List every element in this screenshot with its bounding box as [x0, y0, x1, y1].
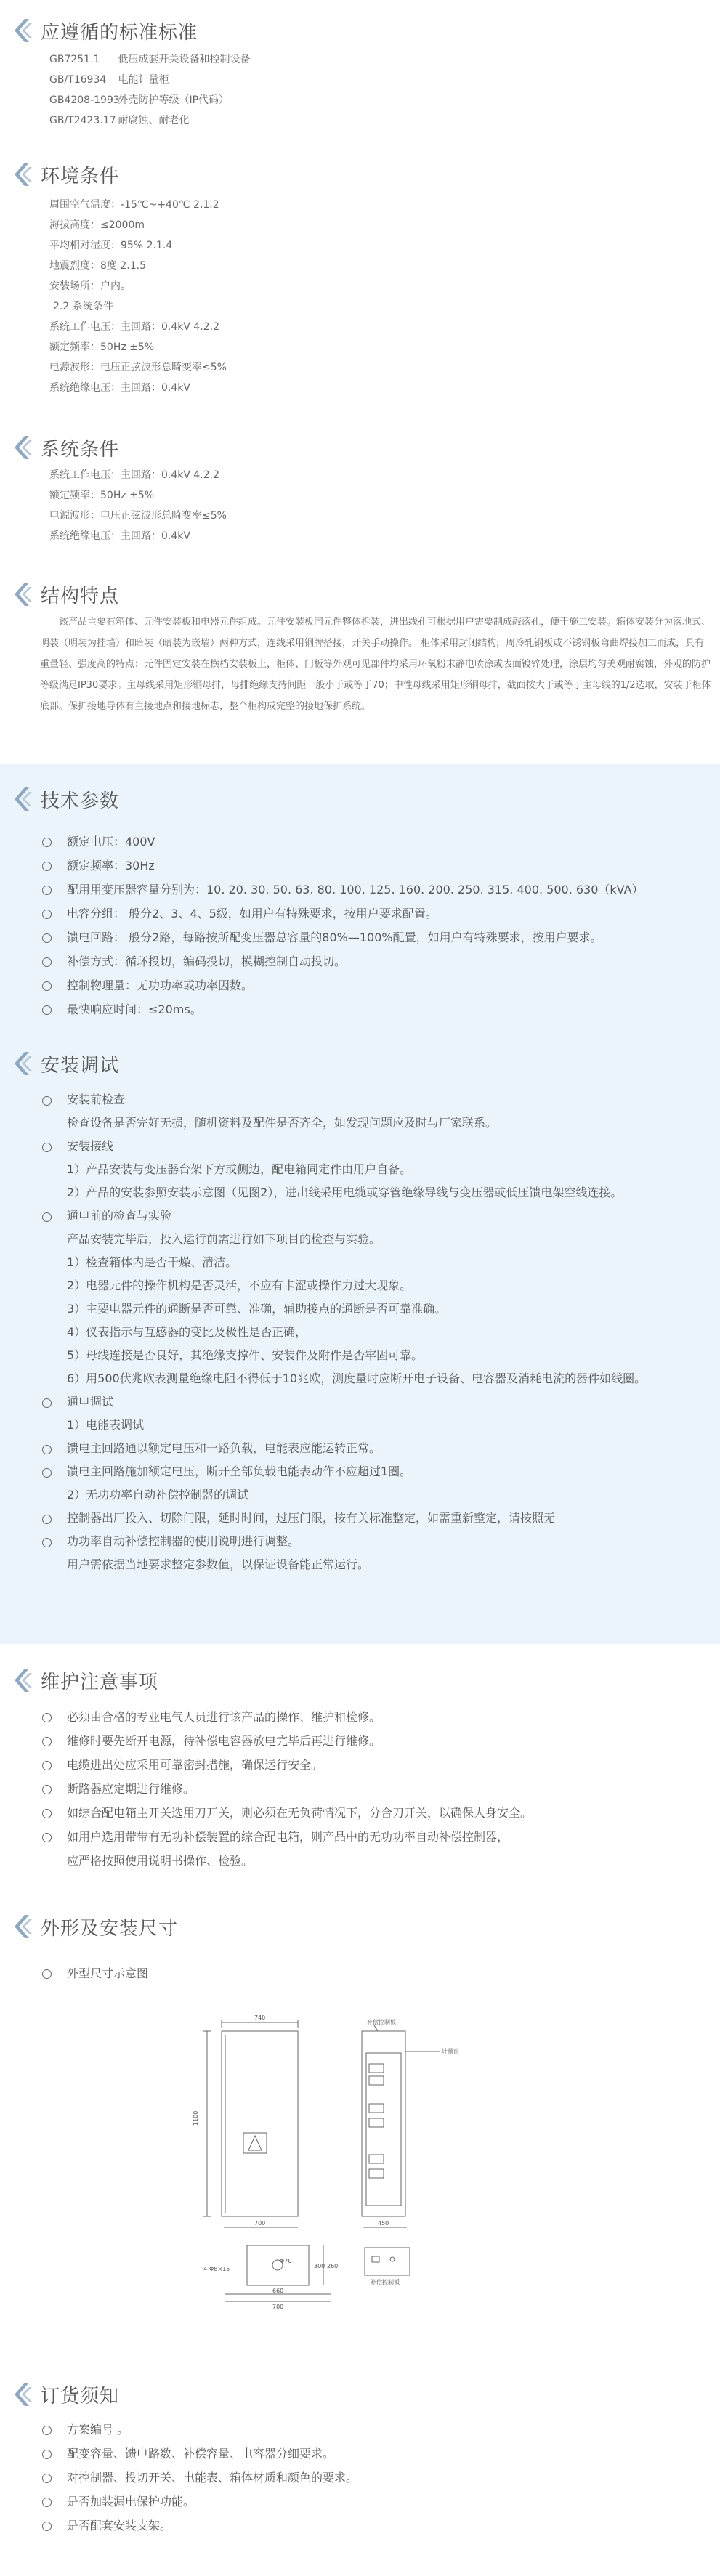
list-item: 维修时要先断开电源，待补偿电容器放电完毕后再进行维修。	[42, 1729, 532, 1753]
tech-item: 馈电回路： 般分2路，每路按所配变压器总容量的80%—100%配置，如用户有特殊要求，按用户要求。	[42, 926, 644, 949]
section-title: 维护注意事项	[41, 1671, 159, 1693]
standard-item: GB/T16934 电能计量柜	[49, 74, 169, 86]
order-item: 是否加装漏电保护功能。	[42, 2490, 357, 2514]
list-item: 用户需依据当地要求整定参数值，以保证设备能正常运行。	[67, 1558, 370, 1571]
section-title: 订货须知	[41, 2385, 120, 2407]
sys-line: 系统工作电压：主回路：0.4kV 4.2.2	[49, 469, 220, 481]
env-line: 海拔高度：≤2000m	[49, 219, 145, 231]
standard-item: GB/T2423.17 耐腐蚀、耐老化	[49, 115, 190, 126]
list-item: 安装前检查	[42, 1088, 646, 1111]
list-item: 2）无功功率自动补偿控制器的调试	[67, 1488, 249, 1502]
dim-label: 700	[254, 2220, 266, 2227]
list-item: 如综合配电箱主开关选用刀开关，则必须在无负荷情况下，分合刀开关，以确保人身安全。	[42, 1801, 532, 1825]
list-item: 3）主要电器元件的通断是否可靠、准确，辅助接点的通断是否可靠准确。	[67, 1302, 447, 1316]
list-item: 通电前的检查与实验	[42, 1204, 646, 1228]
tech-item: 额定电压：400V	[42, 830, 644, 854]
tech-header	[15, 785, 119, 814]
tech-item: 补偿方式：循环投切，编码投切，模糊控制自动投切。	[42, 949, 644, 973]
structure-paragraph: 该产品主要有箱体、元件安装板和电器元件组成。元件安装板同元件整体拆装，进出线孔可根据用户需要制成敲落孔，便于施工安装。箱体安装分为落地式、明装（明装为挂墙）和暗装（暗装为嵌墙）两种方式，连线采用铜牌搭接，开关手动操作。 柜体采用封闭结构，周冷轧钢板或不锈钢板弯曲焊接加工而成，具有重量轻、强度高的特点；元件固定安装在横档安装板上，柜体、门板等外观可见部件均采用环氧粉末静电喷涂或表面镀锌处理，涂层均匀美观耐腐蚀，外观的防护等级满足IP30要求。主母线采用矩形铜母排，母排绝缘支持间距一般小于或等于70；中性母线采用矩形铜母排，截面按大于或等于主母线的1/2选取，安装于柜体底部。保护接地导体有主接地点和接地标志，整个柜构成完整的接地保护系统。	[40, 617, 711, 712]
maintenance-header	[15, 1666, 158, 1695]
chevron-icon	[15, 1050, 32, 1077]
env-line: 2.2 系统条件	[53, 301, 113, 312]
list-item: 电缆进出处应采用可靠密封措施，确保运行安全。	[42, 1753, 532, 1777]
chevron-icon	[15, 786, 32, 812]
env-line: 周围空气温度：-15℃~+40℃ 2.1.2	[49, 199, 219, 211]
install-header	[15, 1049, 119, 1078]
tech-item: 最快响应时间：≤20ms。	[42, 997, 644, 1021]
env-line: 电源波形：电压正弦波形总畸变率≤5%	[49, 362, 227, 373]
list-item: 如用户选用带带有无功补偿装置的综合配电箱，则产品中的无功功率自动补偿控制器，	[42, 1825, 532, 1849]
chevron-icon	[15, 1913, 32, 1940]
chevron-icon	[15, 581, 32, 607]
section-title: 安装调试	[41, 1054, 120, 1077]
list-item: 通电调试	[42, 1390, 646, 1414]
warning-icon	[248, 2136, 262, 2150]
list-item: 1）检查箱体内是否干燥、清洁。	[67, 1255, 238, 1269]
base-plan	[247, 2245, 309, 2285]
chevron-icon	[15, 434, 32, 461]
list-item: 馈电主回路通以额定电压和一路负载，电能表应能运转正常。	[42, 1437, 646, 1460]
env-line: 系统绝缘电压：主回路：0.4kV	[49, 382, 190, 394]
list-item: 1）产品安装与变压器台架下方或侧边，配电箱同定件由用户自备。	[67, 1162, 412, 1176]
list-item: 4）仪表指示与互感器的变比及极性是否正确，	[67, 1325, 307, 1339]
section-order	[0, 2365, 720, 2576]
section-title: 系统条件	[41, 438, 120, 461]
list-item: 应严格按照使用说明书操作、检验。	[67, 1854, 254, 1868]
order-header	[15, 2380, 119, 2409]
standards-header	[15, 16, 198, 45]
list-item: 5）母线连接是否良好，其绝缘支撑件、安装件及附件是否牢固可靠。	[67, 1348, 424, 1362]
dim-label: Φ70	[280, 2258, 292, 2264]
chevron-icon	[15, 2381, 32, 2407]
install-list	[42, 1088, 646, 1576]
dim-label: 660	[272, 2288, 284, 2294]
tech-item: 配用用变压器容量分别为：10. 20. 30. 50. 63. 80. 100. 125. 160. 200. 250. 315. 400. 500. 630（kVA）	[42, 878, 644, 902]
dim-label: 740	[254, 2014, 266, 2021]
dim-label: 300	[314, 2263, 325, 2269]
dim-label: 补偿控制板	[367, 2019, 396, 2025]
sys-line: 系统绝缘电压：主回路：0.4kV	[49, 530, 190, 542]
section-maintenance	[0, 1644, 720, 1905]
cabinet-front	[222, 2031, 298, 2216]
list-item: 功功率自动补偿控制器的使用说明进行调整。	[42, 1530, 646, 1553]
env-line: 地震烈度：8度 2.1.5	[49, 260, 146, 272]
tech-list	[42, 830, 644, 1021]
dimensions-header	[15, 1912, 178, 1941]
section-environment	[0, 153, 720, 421]
env-line: 系统工作电压：主回路：0.4kV 4.2.2	[49, 321, 220, 333]
list-item: 检查设备是否完好无损，随机资料及配件是否齐全，如发现问题应及时与厂家联系。	[67, 1116, 498, 1130]
dim-label: 计量窗	[442, 2048, 459, 2054]
chevron-icon	[15, 17, 32, 44]
section-title: 应遵循的标准标准	[41, 21, 198, 44]
sys-line: 额定频率：50Hz ±5%	[49, 490, 155, 501]
dim-label: 260	[327, 2263, 339, 2269]
env-line: 额定频率：50Hz ±5%	[49, 341, 155, 353]
dimension-drawing	[182, 2009, 545, 2318]
tech-item: 电容分组： 般分2、3、4、5级，如用户有特殊要求，按用户要求配置。	[42, 902, 644, 926]
dim-label: 补偿控制板	[371, 2279, 400, 2285]
structure-header	[15, 580, 119, 609]
tech-item: 控制物理量：无功功率或功率因数。	[42, 973, 644, 997]
dim-label: 700	[272, 2304, 284, 2310]
order-item: 是否配套安装支架。	[42, 2514, 357, 2537]
environment-list	[49, 195, 227, 398]
list-item: 控制器出厂投入、切除门限，延时时间，过压门限，按有关标准整定，如需重新整定，请按照无	[42, 1507, 646, 1530]
dim-label: 450	[378, 2220, 389, 2227]
env-line: 安装场所：户内。	[49, 280, 131, 292]
order-item: 对控制器、投切开关、电能表、箱体材质和颜色的要求。	[42, 2466, 357, 2490]
section-title: 环境条件	[41, 165, 120, 187]
maintenance-list	[42, 1705, 532, 1873]
list-item: 2）产品的安装参照安装示意图（见图2），进出线采用电缆或穿管绝缘导线与变压器或低压馈电架空线连接。	[67, 1186, 623, 1199]
system-header	[15, 433, 119, 462]
system-list	[49, 465, 227, 546]
dimensions-caption: 外型尺寸示意图	[42, 1961, 148, 1985]
section-title: 外形及安装尺寸	[41, 1917, 179, 1940]
list-item: 产品安装完毕后，投入运行前需进行如下项目的检查与实验。	[67, 1232, 381, 1246]
env-line: 平均相对湿度：95% 2.1.4	[49, 240, 173, 251]
sys-line: 电源波形：电压正弦波形总畸变率≤5%	[49, 510, 227, 522]
section-system	[0, 427, 720, 562]
dim-label: 4-Φ8×15	[203, 2266, 230, 2272]
section-structure	[0, 574, 720, 759]
dim-label: 1100	[193, 2110, 199, 2126]
order-item: 方案编号 。	[42, 2418, 357, 2442]
list-item: 断路器应定期进行维修。	[42, 1777, 532, 1801]
chevron-icon	[15, 1667, 32, 1693]
list-item: 2）电器元件的操作机构是否灵活，不应有卡涩或操作力过大现象。	[67, 1279, 412, 1292]
order-item: 配变容量、馈电路数、补偿容量、电容器分细要求。	[42, 2442, 357, 2466]
order-list	[42, 2418, 357, 2537]
list-item: 6）用500伏兆欧表测量绝缘电阻不得低于10兆欧，测度量时应断开电子设备、电容器及消耗电流的器件如线圈。	[67, 1372, 647, 1385]
list-item: 必须由合格的专业电气人员进行该产品的操作、维护和检修。	[42, 1705, 532, 1729]
standards-list	[49, 49, 250, 131]
section-title: 技术参数	[41, 790, 120, 812]
list-item: 1）电能表调试	[67, 1418, 145, 1432]
list-item: 安装接线	[42, 1135, 646, 1158]
chevron-icon	[15, 161, 32, 187]
section-title: 结构特点	[41, 585, 120, 607]
control-board	[365, 2248, 410, 2275]
environment-header	[15, 160, 119, 189]
section-standards	[0, 0, 720, 134]
section-tech	[0, 764, 720, 1644]
tech-item: 额定频率：30Hz	[42, 854, 644, 878]
standard-item: GB4208-1993 外壳防护等级（IP代码）	[49, 94, 230, 106]
standard-item: GB7251.1 低压成套开关设备和控制设备	[49, 54, 251, 65]
list-item: 馈电主回路施加额定电压，断开全部负载电能表动作不应超过1圈。	[42, 1460, 646, 1483]
